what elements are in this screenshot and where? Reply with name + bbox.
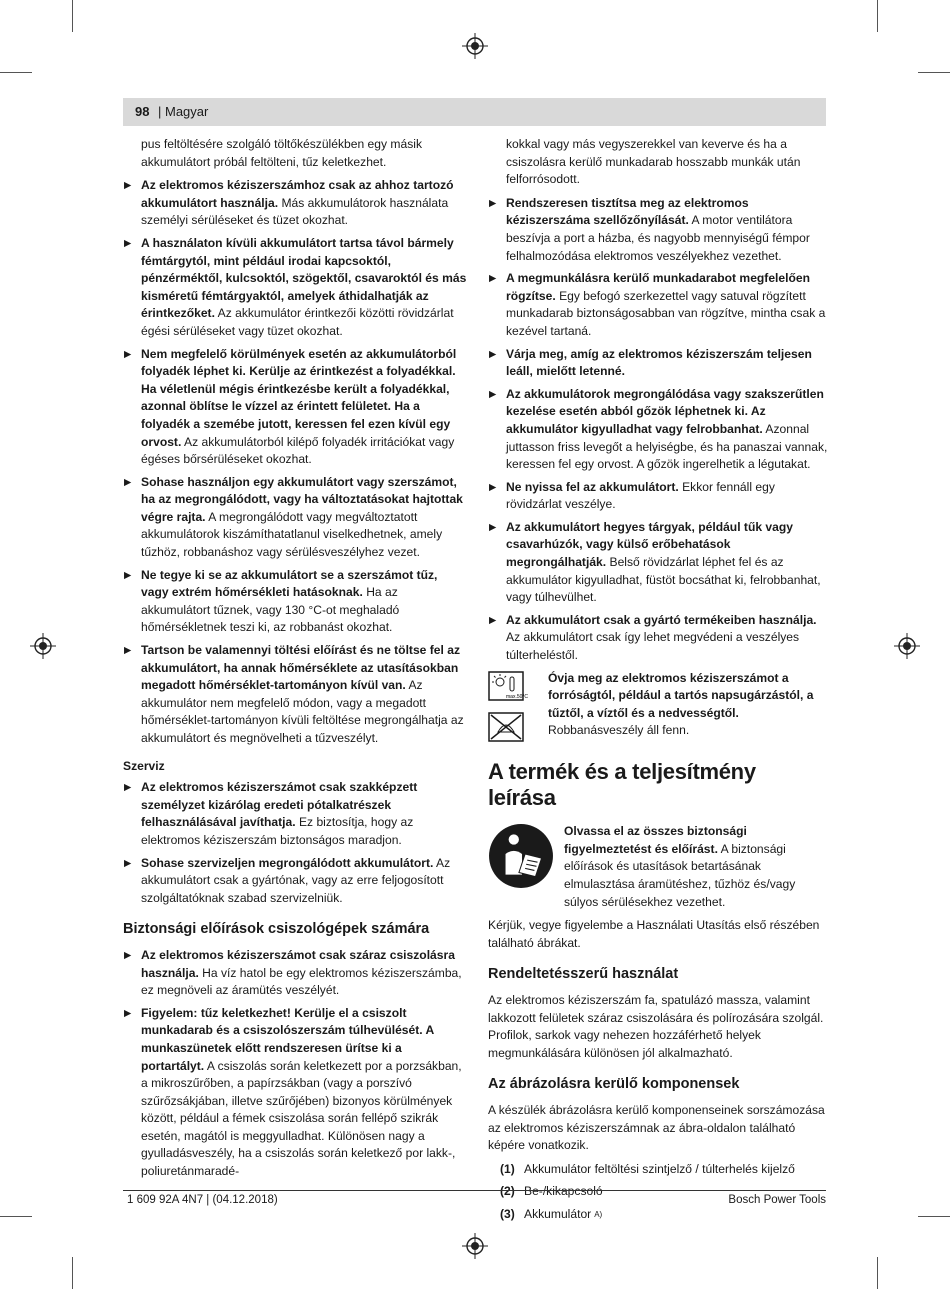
bullet-item <box>123 855 468 908</box>
icon-temp-label: max.50°C <box>506 693 529 700</box>
bullet-bold-text: Ne nyissa fel az akkumulátort. <box>506 479 679 494</box>
bullet-text: A motor ventilátora beszívja a port a házba, és nagyobb mennyiségű fémpor felhalmozódása elektromos veszélyekhez vezethet. <box>506 213 810 263</box>
bullet-text: Ha az akkumulátort tűznek, vagy 130 °C-ot meghaladó hőmérsékletnek teszi ki, az robbanást okozhat. <box>141 585 400 635</box>
bullet-bold-text: Rendszeresen tisztítsa meg az elektromos kéziszerszáma szellőzőnyílását. <box>506 195 749 228</box>
bullet-item <box>123 642 468 748</box>
bullet-text: A csiszolás során keletkezett por a porzsákban, a mikroszűrőben, a papírzsákban (vagy a porszívó szűrőzsákjában, illetve szűrőjében) bizonyos körülmények között, például a fémek csiszolása során fellépő szikrák esetén, magától is meggyulladhat. Különösen nagy a gyulladásveszély, ha a csiszolás során keletkező por lakk-, poliuretánmaradé- <box>141 1058 462 1179</box>
bullet-item <box>123 346 468 469</box>
registration-mark-icon <box>894 633 920 659</box>
components-heading: Az ábrázolásra kerülő komponensek <box>488 1076 740 1093</box>
component-number: (3) <box>500 1206 515 1221</box>
bullet-bold-text: Figyelem: tűz keletkezhet! Kerülje el a csiszolt munkadarab és a csiszolószerszám túlhevülését. A munkaszünetek előtt rendszeresen ürítse ki a portartályt. <box>141 1005 434 1073</box>
bullet-bold-text: Sohase használjon egy akkumulátort vagy szerszámot, ha az megrongálódott, vagy ha változtatásokat hajtottak végre rajta. <box>141 474 463 524</box>
bullet-item <box>123 567 468 637</box>
no-heat-sun-icon <box>488 670 529 702</box>
bullet-item <box>488 270 828 340</box>
service-bullet-list <box>123 779 468 907</box>
crop-mark <box>877 0 878 32</box>
footer-brand: Bosch Power Tools <box>728 1194 826 1206</box>
component-label: Akkumulátor feltöltési szintjelző / túlterhelés kijelző <box>524 1161 795 1176</box>
crop-mark <box>877 1257 878 1289</box>
components-text: A készülék ábrázolásra kerülő komponenseinek sorszámozása az elektromos kéziszerszámnak az ábra-oldalon található képére vonatkozik. <box>488 1102 825 1153</box>
bullet-text: Azonnal juttasson friss levegőt a helyiségbe, és ha panaszai vannak, keressen fel egy orvost. A gőzök ingerelhetik a légutakat. <box>506 421 828 472</box>
bullet-item <box>488 479 828 514</box>
intro-paragraph: pus feltöltésére szolgáló töltőkészülékben egy másik akkumulátort próbál feltölteni, tűz keletkezhet. <box>141 137 422 169</box>
component-number: (2) <box>500 1184 515 1199</box>
bullet-text: Az akkumulátor érintkezői közötti rövidzárlat égési sérüléseket vagy tüzet okozhat. <box>141 306 454 338</box>
read-normal: A biztonsági előírások és utasítások betartásának elmulasztása áramütéshez, tűzhöz és/vagy súlyos sérülésekhez vezethet. <box>564 841 796 909</box>
registration-mark-icon <box>462 1233 488 1259</box>
components-list <box>488 1161 828 1224</box>
bullet-bold-text: Az akkumulátort hegyes tárgyak, például tűk vagy csavarhúzók, vagy külső erőbehatások megrongálhatják. <box>506 519 793 570</box>
header-language: Magyar <box>165 104 209 119</box>
left-column <box>123 136 468 1186</box>
component-footnote: A) <box>594 1209 603 1219</box>
registration-mark-icon <box>30 633 56 659</box>
bullet-text: A megrongálódott vagy megváltoztatott akkumulátorok kiszámíthatatlanul viselkedhetnek, amely tűzhöz, robbanáshoz vagy sérülésveszélyhez vezet. <box>141 509 443 560</box>
bullet-text: Ekkor fennáll egy rövidzárlat veszélye. <box>506 479 775 512</box>
bullet-text: Egy befogó szerkezettel vagy satuval rögzített munkadarab biztonságosabban van rögzítve, mintha csak a kezével tartaná. <box>506 288 826 338</box>
right-bullet-list <box>488 195 828 665</box>
protect-bold: Óvja meg az elektromos kéziszerszámot a forróságtól, például a tartós napsugárzástól, a tűztől, a víztől és a nedvességtől. <box>548 670 814 720</box>
footer-doc-code: 1 609 92A 4N7 | (04.12.2018) <box>127 1194 278 1206</box>
bullet-text: Az akkumulátort csak a gyártónak, vagy az erre feljogosított szolgáltatóknak szabad szervizelniük. <box>141 855 451 905</box>
crop-mark <box>918 1216 950 1217</box>
bullet-text: Belső rövidzárlat léphet fel és az akkumulátor kigyulladhat, füstöt bocsáthat ki, felrobbanhat, vagy túlhevülhet. <box>506 555 821 605</box>
registration-mark-icon <box>462 33 488 59</box>
bullet-item <box>488 346 828 381</box>
page-number: 98 <box>135 104 150 119</box>
right-column <box>488 136 828 1229</box>
bullet-bold-text: Az elektromos kéziszerszámhoz csak az ahhoz tartozó akkumulátort használja. <box>141 178 454 210</box>
bullet-text: Ha víz hatol be egy elektromos kéziszerszámba, ez megnöveli az áramütés veszélyét. <box>141 965 462 998</box>
sanding-bullet-list <box>123 947 468 1181</box>
bullet-item <box>123 177 468 230</box>
bullet-item <box>488 612 828 665</box>
bullet-text: Az akkumulátor nem megfelelő módon, vagy a megadott hőmérséklet-tartományon kívüli feltöltése megrongálhatja az akkumulátort és megnövelheti a tűzveszélyt. <box>141 678 464 745</box>
bullet-bold-text: A használaton kívüli akkumulátort tartsa távol bármely fémtárgytól, mint például irodai kapcsoktól, pénzérméktől, kulcsoktól, szögektől, csavaroktól és más kisméretű fémtárgyaktól, amelyek áthidalhatják az érintkezőket. <box>141 235 467 321</box>
bullet-bold-text: A megmunkálásra kerülő munkadarabot megfelelően rögzítse. <box>506 271 811 303</box>
read-manual-notice <box>488 823 828 911</box>
bullet-item <box>488 195 828 265</box>
bullet-item <box>488 519 828 607</box>
crop-mark <box>72 1257 73 1289</box>
intended-use-text: Az elektromos kéziszerszám fa, spatulázó massza, valamint lakkozott felületek száraz csiszolására és polírozására szolgál. Profilok, sarkok vagy nehezen hozzáférhető helyek megmunkálására különösen jól alkalmazható. <box>488 992 824 1060</box>
section-title: A termék és a teljesítmény leírása <box>488 759 756 811</box>
bullet-item <box>123 1005 468 1181</box>
protect-warning <box>488 670 828 744</box>
read-bold: Olvassa el az összes biztonsági figyelmeztetést és előírást. <box>564 824 747 856</box>
intended-use-heading: Rendeltetésszerű használat <box>488 966 679 983</box>
continuation-paragraph: kokkal vagy más vegyszerekkel van keverve és ha a csiszolásra kerülő munkadarab hosszabb munkák után felforrósodott. <box>506 137 801 187</box>
sanding-heading: Biztonsági előírások csiszológépek számára <box>123 921 430 938</box>
bullet-bold-text: Az akkumulátorok megrongálódása vagy szakszerűtlen kezelése esetén abból gőzök léphetnek ki. Az akkumulátor kigyulladhat vagy felrobbanhat. <box>506 386 824 436</box>
bullet-item <box>123 235 468 341</box>
warning-icons <box>488 670 548 744</box>
bullet-text: Az akkumulátorból kilépő folyadék irritációkat vagy égéses bőrsérüléseket okozhat. <box>141 434 455 467</box>
bullet-bold-text: Ne tegye ki se az akkumulátort se a szerszámot tűz, vagy extrém hőmérsékleti hatásoknak. <box>141 567 438 600</box>
bullet-item <box>123 779 468 849</box>
bullet-bold-text: Tartson be valamennyi töltési előírást és ne töltse fel az akkumulátort, ha annak hőmérséklete az utasításokban megadott hőmérséklet-tartományon kívül van. <box>141 643 461 693</box>
bullet-bold-text: Az elektromos kéziszerszámot csak száraz csiszolásra használja. <box>141 947 455 980</box>
component-label: Akkumulátor <box>524 1206 592 1221</box>
bullet-text: Más akkumulátorok használata személyi sérüléseket és tüzet okozhat. <box>141 195 449 228</box>
read-manual-text <box>564 823 828 911</box>
no-water-icon <box>488 711 524 743</box>
bullet-bold-text: Várja meg, amíg az elektromos kéziszerszám teljesen leáll, mielőtt letenné. <box>506 346 812 379</box>
read-manual-icon <box>488 823 554 889</box>
component-label: Be-/kikapcsoló <box>524 1184 603 1199</box>
crop-mark <box>918 72 950 73</box>
bullet-item <box>123 947 468 1000</box>
component-number: (1) <box>500 1161 515 1176</box>
left-bullet-list <box>123 177 468 747</box>
crop-mark <box>72 0 73 32</box>
bullet-text: Az akkumulátort csak így lehet megvédeni a veszélyes túlterheléstől. <box>506 630 800 663</box>
protect-normal: Robbanásveszély áll fenn. <box>548 723 690 738</box>
bullet-item <box>123 474 468 562</box>
bullet-bold-text: Sohase szervizeljen megrongálódott akkumulátort. <box>141 855 434 870</box>
component-item <box>500 1206 828 1224</box>
crop-mark <box>0 72 32 73</box>
bullet-text: Ez biztosítja, hogy az elektromos kéziszerszám biztonságos maradjon. <box>141 815 414 847</box>
bullet-item <box>488 386 828 474</box>
service-heading: Szerviz <box>123 758 165 773</box>
bullet-bold-text: Az elektromos kéziszerszámot csak szakképzett személyzet kizárólag eredeti pótalkatrészek felhasználásával javíthatja. <box>141 780 418 830</box>
component-item <box>500 1161 828 1179</box>
bullet-bold-text: Az akkumulátort csak a gyártó termékeiben használja. <box>506 612 817 627</box>
bullet-bold-text: Nem megfelelő körülmények esetén az akkumulátorból folyadék léphet ki. Kerülje az érintkezést a folyadékkal. Ha véletlenül mégis érintkezésbe került a folyadékkal, azonnal öblítse le vízzel az érintett felületet. Ha a folyadék a szemébe jutott, keressen fel ezen kívül egy orvost. <box>141 346 457 449</box>
crop-mark <box>0 1216 32 1217</box>
figure-note: Kérjük, vegye figyelembe a Használati Utasítás első részében található ábrákat. <box>488 918 820 950</box>
header-separator: | <box>158 104 162 119</box>
protect-text <box>548 670 828 744</box>
page-header <box>123 98 826 126</box>
